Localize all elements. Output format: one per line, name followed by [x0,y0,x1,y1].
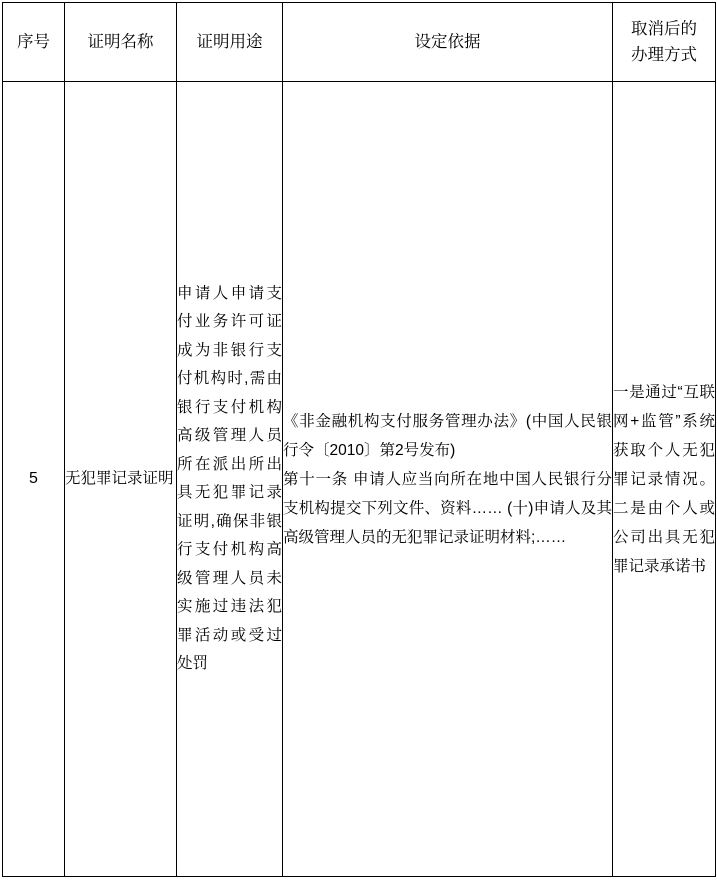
column-header-index-label: 序号 [17,33,50,51]
certificate-table [2,2,716,877]
table-header [3,3,716,82]
column-header-basis-label: 设定依据 [414,33,481,51]
column-header-after-cancel [613,3,716,82]
cell-basis [283,82,613,877]
cell-cert-use: 申请人申请支付业务许可证成为非银行支付机构时,需由银行支付机构高级管理人员所在派出所出具无犯罪记录证明,确保非银行支付机构高级管理人员未实施过违法犯罪活动或受过处罚 [177,82,283,877]
column-header-index [3,3,65,82]
table-header-row [3,3,716,82]
document-page [0,2,717,884]
column-header-cert-name-label: 证明名称 [87,33,154,51]
cell-basis-paragraph-1: 《非金融机构支付服务管理办法》(中国人民银行令〔2010〕第2号发布) [283,412,612,459]
column-header-basis [283,3,613,82]
cell-index: 5 [3,82,65,877]
table-row [3,82,716,877]
column-header-after-cancel-lines [613,16,715,68]
cell-basis-paragraph-2: 第十一条 申请人应当向所在地中国人民银行分支机构提交下列文件、资料…… (十)申请人及其高级管理人员的无犯罪记录证明材料;…… [283,470,612,546]
column-header-cert-use [177,3,283,82]
cell-cert-name: 无犯罪记录证明 [65,82,177,877]
column-header-cert-use-label: 证明用途 [196,33,263,51]
table-body [3,82,716,877]
column-header-cert-name [65,3,177,82]
column-header-after-cancel-line1: 取消后的 [631,20,697,38]
column-header-after-cancel-line2: 办理方式 [631,46,697,64]
cell-after-cancel: 一是通过“互联网+监管”系统获取个人无犯罪记录情况。二是由个人或公司出具无犯罪记录承诺书 [613,82,716,877]
